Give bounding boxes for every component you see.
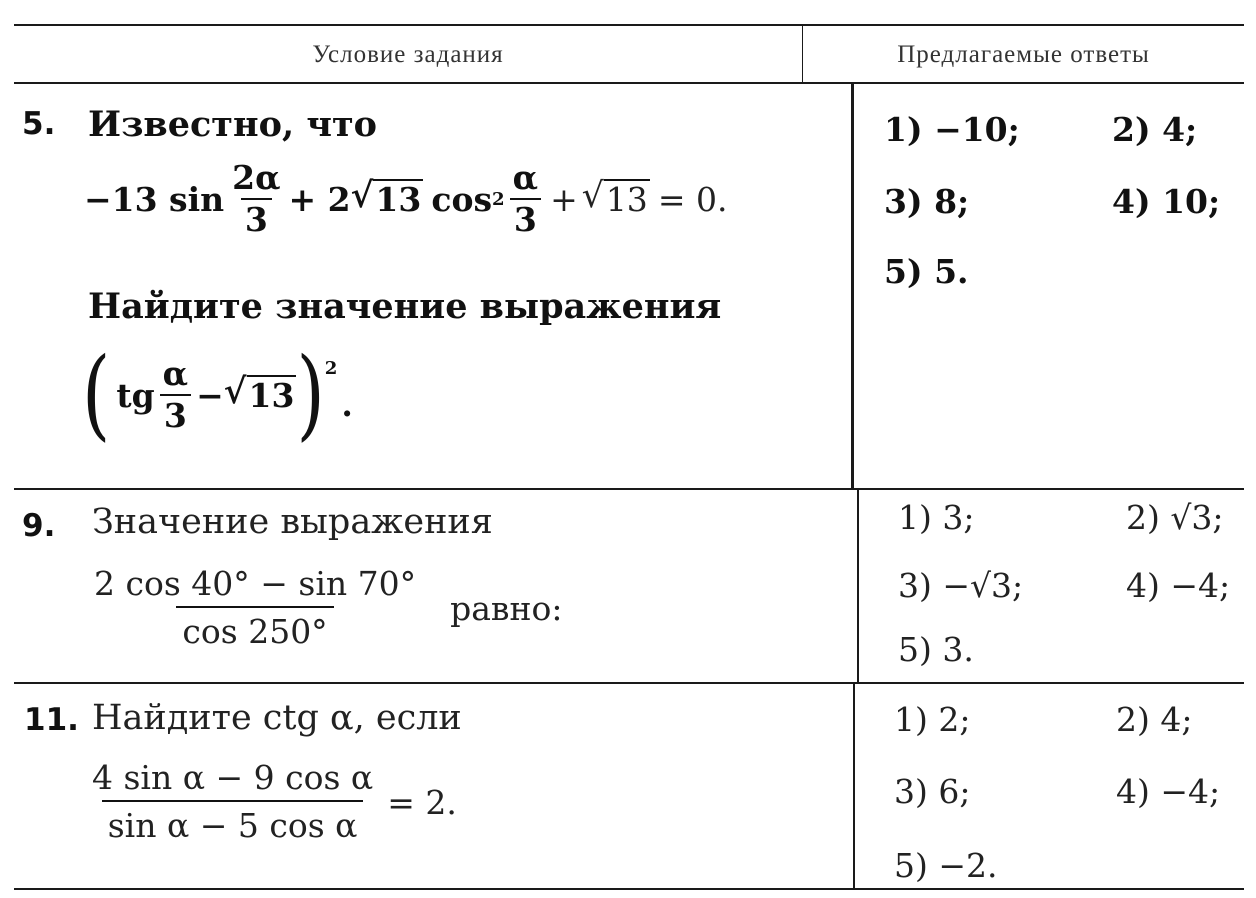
eq-sqrt-2: √ 13	[581, 176, 648, 220]
task-5-number: 5.	[22, 106, 56, 142]
task-5-answer-4: 4) 10;	[1112, 182, 1221, 221]
eq-fraction-2	[509, 160, 542, 239]
expr-sqrt: √ 13	[223, 371, 295, 416]
task-11-intro: Найдите ctg α, если	[92, 698, 462, 738]
task-11-number: 11.	[24, 702, 79, 738]
row-divider-2	[14, 682, 1244, 684]
task-9-frac-den: cos 250°	[176, 606, 333, 650]
expr-pow: 2	[324, 358, 338, 379]
task-5-expression	[82, 338, 353, 452]
task-11-frac-num: 4 sin α − 9 cos α	[92, 758, 374, 797]
expr-frac-den: 3	[160, 394, 191, 434]
expr-fraction	[159, 356, 192, 435]
task-11-answer-4: 4) −4;	[1116, 772, 1221, 811]
task-5-answer-2: 2) 4;	[1112, 110, 1198, 149]
eq-plus1: + 2	[288, 179, 351, 219]
task-9-answer-4: 4) −4;	[1126, 566, 1231, 605]
expr-end: .	[341, 384, 353, 424]
eq-frac2-den: 3	[510, 198, 541, 238]
col-divider-row2	[857, 490, 859, 682]
task-11-answer-3: 3) 6;	[894, 772, 971, 811]
expr-tg: tg	[116, 375, 155, 415]
col-divider-row1	[851, 84, 854, 488]
task-5-prompt: Найдите значение выражения	[88, 286, 722, 327]
eq-frac1-num: 2α	[232, 158, 281, 197]
task-5-intro: Известно, что	[88, 104, 377, 145]
task-5-answer-1: 1) −10;	[884, 110, 1020, 149]
task-11-fraction	[86, 760, 379, 845]
eq-frac1-den: 3	[241, 198, 272, 238]
task-5-answer-5: 5) 5.	[884, 252, 969, 291]
row-divider-1	[14, 488, 1244, 490]
eq-frac2-num: α	[512, 158, 539, 197]
task-9-expression	[88, 566, 562, 651]
expr-open-paren: (	[82, 338, 111, 452]
expr-close-paren: )	[296, 338, 325, 452]
task-9-intro: Значение выражения	[92, 502, 493, 542]
task-11-suffix: = 2.	[387, 782, 457, 822]
col-divider-row3	[853, 684, 855, 888]
eq-cos: cos	[431, 179, 493, 219]
eq-tail: = 0.	[657, 179, 728, 219]
eq-sqrt1-rad: 13	[375, 180, 422, 220]
task-9-answer-5: 5) 3.	[898, 630, 974, 669]
task-11-answer-5: 5) −2.	[894, 846, 998, 885]
task-9-fraction	[88, 566, 422, 651]
eq-coef1: −13 sin	[84, 179, 225, 219]
task-11-expression	[86, 760, 457, 845]
task-9-answer-3: 3) −√3;	[898, 566, 1024, 605]
table-top-rule	[14, 24, 1244, 26]
task-5-answer-3: 3) 8;	[884, 182, 970, 221]
eq-sqrt-1: √ 13	[350, 175, 422, 220]
task-9-suffix: равно:	[450, 588, 563, 628]
header-bottom-rule	[14, 82, 1244, 84]
task-9-frac-num: 2 cos 40° − sin 70°	[94, 564, 417, 603]
eq-sqrt2-rad: 13	[605, 180, 648, 220]
header-condition: Условие задания	[312, 41, 504, 68]
expr-minus: −	[196, 375, 224, 415]
expr-frac-num: α	[162, 354, 189, 393]
table-bottom-rule	[14, 888, 1244, 890]
task-11-answer-1: 1) 2;	[894, 700, 971, 739]
header-answers: Предлагаемые ответы	[897, 41, 1150, 68]
task-9-answer-2: 2) √3;	[1126, 498, 1224, 537]
eq-cos-pow: 2	[492, 188, 505, 210]
task-9-answer-1: 1) 3;	[898, 498, 975, 537]
eq-plus2: +	[550, 179, 578, 219]
task-11-answer-2: 2) 4;	[1116, 700, 1193, 739]
task-5-equation	[84, 160, 727, 239]
task-9-number: 9.	[22, 508, 56, 544]
eq-fraction-1	[228, 160, 284, 239]
task-11-frac-den: sin α − 5 cos α	[102, 800, 364, 844]
expr-sqrt-rad: 13	[248, 376, 295, 416]
